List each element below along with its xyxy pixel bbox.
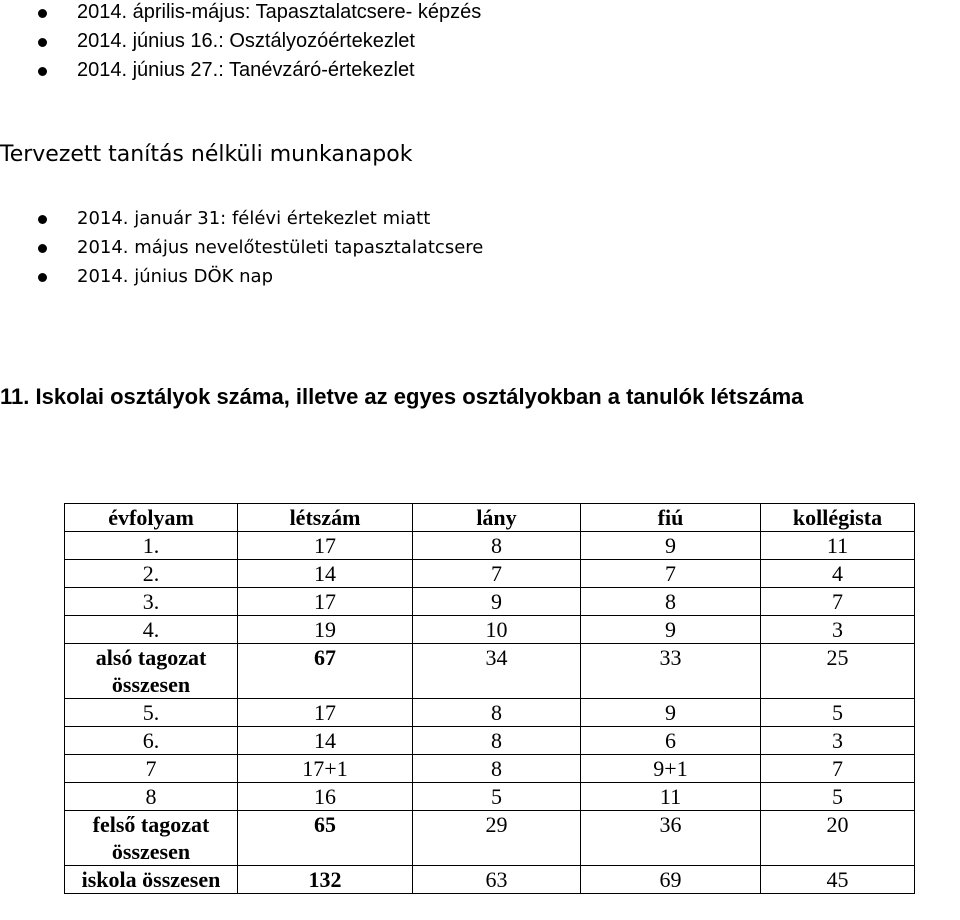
list-item-text: 2014. április-május: Tapasztalatcsere- képzés [77, 1, 482, 23]
table-cell: 7 [581, 560, 761, 588]
table-cell: 6 [581, 727, 761, 755]
table-cell: 69 [581, 866, 761, 894]
table-cell: 5 [413, 783, 581, 811]
header-cell: létszám [238, 504, 413, 532]
table-cell: 63 [413, 866, 581, 894]
table-cell: 7 [413, 560, 581, 588]
bullet-icon [38, 273, 47, 282]
table-cell: 11 [761, 532, 915, 560]
table-cell: 67 [238, 644, 413, 699]
table-cell: 9 [413, 588, 581, 616]
table-cell: 17 [238, 588, 413, 616]
table-cell: 25 [761, 644, 915, 699]
list-item-text: 2014. június 16.: Osztályozóértekezlet [77, 30, 415, 52]
table-cell: 36 [581, 811, 761, 866]
table-cell: 16 [238, 783, 413, 811]
list-item-text: 2014. május nevelőtestületi tapasztalatcsere [77, 237, 484, 258]
header-cell: lány [413, 504, 581, 532]
table-title: 11. Iskolai osztályok száma, illetve az egyes osztályokban a tanulók létszáma [0, 384, 804, 409]
events-list [0, 0, 481, 85]
table-cell: 9 [581, 699, 761, 727]
header-cell: kollégista [761, 504, 915, 532]
table-row [65, 616, 915, 644]
table-cell: 3 [761, 727, 915, 755]
subtotal-row-lower [65, 644, 915, 699]
table-cell: 3. [65, 588, 238, 616]
table-cell: 1. [65, 532, 238, 560]
table-cell: 5. [65, 699, 238, 727]
table-cell: 9 [581, 616, 761, 644]
class-size-table [64, 503, 915, 894]
table-cell: 7 [65, 755, 238, 783]
list-item [0, 0, 481, 27]
table-cell: 34 [413, 644, 581, 699]
header-cell: fiú [581, 504, 761, 532]
table-row [65, 699, 915, 727]
table-cell: 9 [581, 532, 761, 560]
table-row [65, 755, 915, 783]
table-cell: 5 [761, 783, 915, 811]
table-cell: 4. [65, 616, 238, 644]
table-cell: 8 [581, 588, 761, 616]
table-row [65, 532, 915, 560]
table-cell: 14 [238, 727, 413, 755]
bullet-icon [38, 38, 47, 47]
table-row [65, 727, 915, 755]
table-row [65, 560, 915, 588]
list-item [0, 56, 481, 85]
list-item [0, 27, 481, 56]
table-cell: 5 [761, 699, 915, 727]
list-item [0, 204, 483, 233]
table-cell: alsó tagozat összesen [65, 644, 238, 699]
table-cell: 7 [761, 588, 915, 616]
table-cell: 19 [238, 616, 413, 644]
bullet-icon [38, 9, 47, 18]
table-cell: 45 [761, 866, 915, 894]
table-cell: 20 [761, 811, 915, 866]
table-cell: 8 [413, 755, 581, 783]
table-cell: 8 [413, 699, 581, 727]
total-row [65, 866, 915, 894]
section-title: Tervezett tanítás nélküli munkanapok [0, 142, 413, 167]
table-cell: 8 [65, 783, 238, 811]
bullet-icon [38, 244, 47, 253]
table-row [65, 588, 915, 616]
list-item [0, 233, 483, 262]
table-cell: 9+1 [581, 755, 761, 783]
table-cell: 8 [413, 532, 581, 560]
table-cell: 29 [413, 811, 581, 866]
table-cell: 17 [238, 699, 413, 727]
table-cell: 17 [238, 532, 413, 560]
table-header-row [65, 504, 915, 532]
list-item-text: 2014. június DÖK nap [77, 266, 273, 287]
table-cell: 4 [761, 560, 915, 588]
list-item [0, 262, 483, 291]
table-cell: 14 [238, 560, 413, 588]
table-row [65, 783, 915, 811]
table-cell: 2. [65, 560, 238, 588]
table-cell: 11 [581, 783, 761, 811]
workdays-list [0, 204, 483, 291]
table-cell: 17+1 [238, 755, 413, 783]
table-cell: 33 [581, 644, 761, 699]
list-item-text: 2014. január 31: félévi értekezlet miatt [77, 208, 431, 229]
subtotal-row-upper [65, 811, 915, 866]
table-cell: 65 [238, 811, 413, 866]
header-cell: évfolyam [65, 504, 238, 532]
table-cell: 132 [238, 866, 413, 894]
table-cell: 8 [413, 727, 581, 755]
bullet-icon [38, 215, 47, 224]
list-item-text: 2014. június 27.: Tanévzáró-értekezlet [77, 59, 415, 81]
table-cell: 6. [65, 727, 238, 755]
table-cell: 10 [413, 616, 581, 644]
table-cell: felső tagozat összesen [65, 811, 238, 866]
table-cell: 7 [761, 755, 915, 783]
table-cell: 3 [761, 616, 915, 644]
bullet-icon [38, 67, 47, 76]
table-cell: iskola összesen [65, 866, 238, 894]
